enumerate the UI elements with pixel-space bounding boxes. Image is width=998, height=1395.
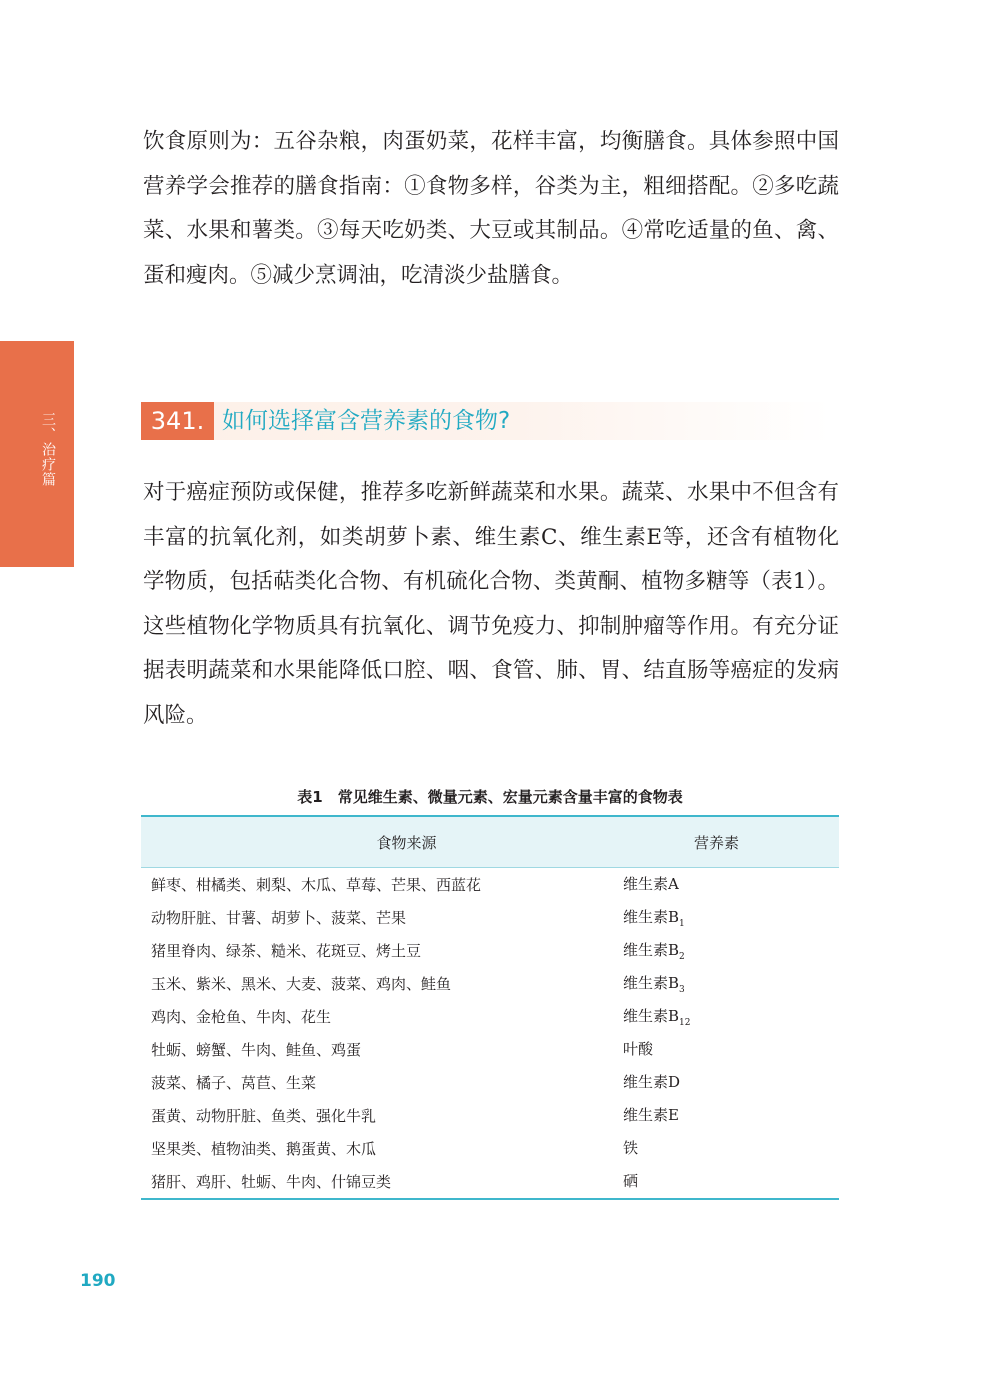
nutrient-cell: 维生素D [623, 1073, 681, 1091]
header-nutrient: 营养素 [623, 816, 839, 868]
table-row [141, 1099, 839, 1132]
table-row [141, 967, 839, 1000]
table-row [141, 1165, 839, 1199]
nutrient-cell: 叶酸 [623, 1040, 654, 1058]
chapter-side-tab [0, 341, 74, 567]
intro-paragraph: 饮食原则为：五谷杂粮，肉蛋奶菜，花样丰富，均衡膳食。具体参照中国营养学会推荐的膳食指南：①食物多样，谷类为主，粗细搭配。②多吃蔬菜、水果和薯类。③每天吃奶类、大豆或其制品。④常吃适量的鱼、禽、蛋和瘦肉。⑤减少烹调油，吃清淡少盐膳食。 [143, 129, 839, 288]
question-number: 341. [141, 402, 214, 440]
nutrient-cell: 铁 [623, 1139, 639, 1157]
answer-paragraph: 对于癌症预防或保健，推荐多吃新鲜蔬菜和水果。蔬菜、水果中不但含有丰富的抗氧化剂，如类胡萝卜素、维生素C、维生素E等，还含有植物化学物质，包括萜类化合物、有机硫化合物、类黄酮、植物多糖等（表1）。这些植物化学物质具有抗氧化、调节免疫力、抑制肿瘤等作用。有充分证据表明蔬菜和水果能降低口腔、咽、食管、肺、胃、结直肠等癌症的发病风险。 [143, 480, 839, 728]
food-cell: 菠菜、橘子、莴苣、生菜 [151, 1074, 317, 1092]
nutrient-cell: 维生素$B_2$ [623, 941, 685, 962]
table-header-row [141, 816, 839, 868]
nutrient-cell: 维生素$B_{12}$ [623, 1007, 691, 1028]
header-food-source: 食物来源 [141, 816, 623, 868]
table-row [141, 1132, 839, 1165]
table-row [141, 934, 839, 967]
nutrient-cell: 维生素$B_1$ [623, 908, 685, 929]
table-row [141, 1066, 839, 1099]
nutrient-cell: 维生素$B_3$ [623, 974, 685, 995]
nutrient-cell: 硒 [623, 1165, 839, 1199]
table-row [141, 1033, 839, 1066]
food-cell: 动物肝脏、甘薯、胡萝卜、菠菜、芒果 [151, 909, 407, 927]
food-cell: 玉米、紫米、黑米、大麦、菠菜、鸡肉、鲑鱼 [151, 975, 452, 993]
table-row [141, 901, 839, 934]
table-row [141, 868, 839, 902]
nutrient-cell: 维生素E [623, 1106, 679, 1124]
food-cell: 蛋黄、动物肝脏、鱼类、强化牛乳 [151, 1107, 377, 1125]
food-cell: 鸡肉、金枪鱼、牛肉、花生 [151, 1008, 332, 1026]
table-row [141, 1000, 839, 1033]
page-number: 190 [80, 1271, 116, 1291]
table-caption: 表1 常见维生素、微量元素、宏量元素含量丰富的食物表 [297, 788, 683, 806]
nutrient-table [141, 815, 839, 1200]
food-cell: 猪肝、鸡肝、牡蛎、牛肉、什锦豆类 [141, 1165, 623, 1199]
nutrient-cell: 维生素A [623, 875, 679, 893]
food-cell: 坚果类、植物油类、鹅蛋黄、木瓜 [151, 1140, 377, 1158]
food-cell: 猪里脊肉、绿茶、糙米、花斑豆、烤土豆 [151, 942, 422, 960]
question-title: 如何选择富含营养素的食物? [222, 408, 511, 434]
food-cell: 牡蛎、螃蟹、牛肉、鲑鱼、鸡蛋 [151, 1041, 362, 1059]
chapter-label: 三、治疗篇 [40, 412, 56, 487]
food-cell: 鲜枣、柑橘类、刺梨、木瓜、草莓、芒果、西蓝花 [151, 876, 482, 894]
